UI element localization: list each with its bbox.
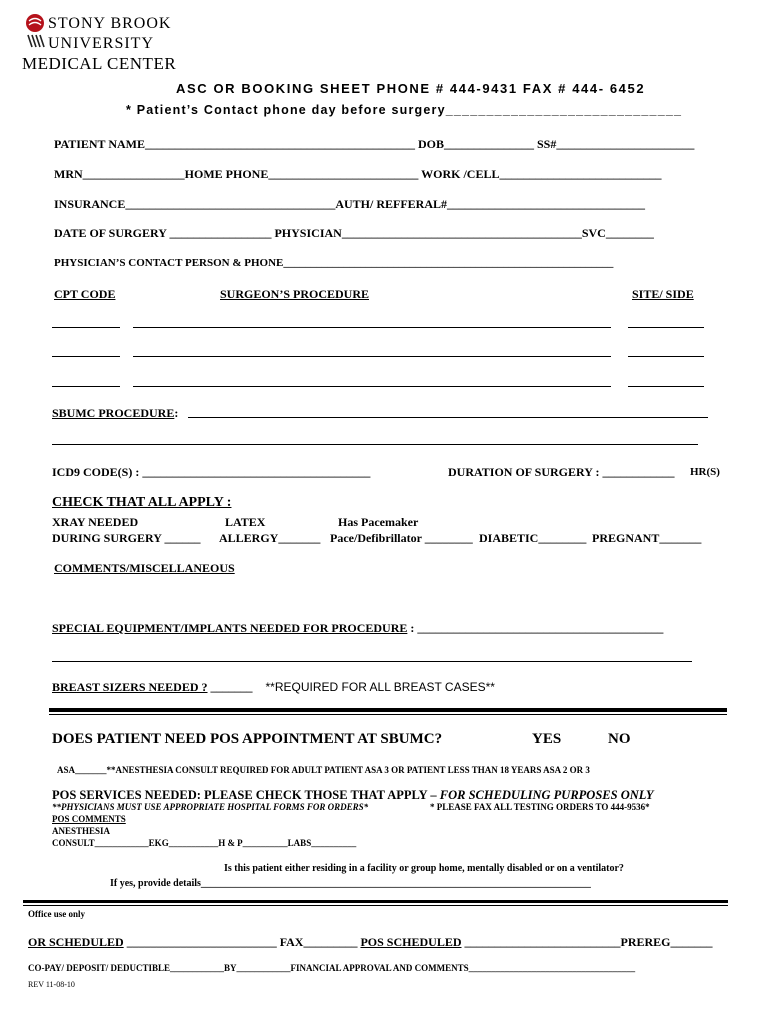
physicians-forms-note: **PHYSICIANS MUST USE APPROPRIATE HOSPITAL FORMS FOR ORDERS* <box>52 802 369 812</box>
pos-comments-label: POS COMMENTS <box>52 814 126 824</box>
diabetic-field[interactable]: DIABETIC________ <box>479 531 587 545</box>
site-side-header: SITE/ SIDE <box>632 287 694 301</box>
sbumc-procedure-colon: : <box>174 406 179 420</box>
logo <box>22 12 202 74</box>
revision-label: REV 11-08-10 <box>28 980 75 989</box>
prereg-field[interactable]: PREREG_______ <box>620 935 713 949</box>
contact-phone-line[interactable]: * Patient’s Contact phone day before surgery_____________________________ <box>126 103 683 117</box>
fax-field[interactable]: FAX_________ <box>279 935 361 949</box>
breast-sizers-row <box>52 680 495 695</box>
asa-field[interactable]: ASA_______**ANESTHESIA CONSULT REQUIRED FOR ADULT PATIENT ASA 3 OR PATIENT LESS THAN 18 YEARS ASA 2 OR 3 <box>57 765 590 775</box>
special-equipment-row <box>52 621 663 636</box>
procedure-field[interactable] <box>133 327 611 328</box>
icd9-codes-field[interactable]: ICD9 CODE(S) : ______________________________________ <box>52 465 371 479</box>
breast-sizers-field[interactable]: _______ <box>207 680 253 694</box>
site-side-field[interactable] <box>628 327 704 328</box>
pos-services-dash: – <box>427 788 440 802</box>
breast-sizers-label: BREAST SIZERS NEEDED ? <box>52 680 208 694</box>
or-scheduled-label: OR SCHEDULED <box>28 935 124 949</box>
latex-allergy-field[interactable]: ALLERGY_______ <box>219 531 321 545</box>
mrn-phone-row[interactable]: MRN_________________HOME PHONE_________________________ WORK /CELL___________________________ <box>54 167 662 181</box>
pos-no-option[interactable]: NO <box>608 731 631 747</box>
special-equipment-field[interactable]: : _________________________________________ <box>407 621 664 635</box>
breast-required-note: **REQUIRED FOR ALL BREAST CASES** <box>265 680 495 694</box>
special-equipment-field-2[interactable] <box>52 661 692 662</box>
pos-yes-option[interactable]: YES <box>532 731 562 747</box>
consult-ekg-hp-labs-row[interactable]: CONSULT____________EKG___________H & P__________LABS__________ <box>52 838 357 848</box>
provide-details-field[interactable]: If yes, provide details______________________________________________________________________________ <box>110 878 591 889</box>
pos-scheduling-note: FOR SCHEDULING PURPOSES ONLY <box>439 788 654 802</box>
anesthesia-label: ANESTHESIA <box>52 826 111 836</box>
site-side-field[interactable] <box>628 386 704 387</box>
office-use-label: Office use only <box>28 909 85 919</box>
pacemaker-field[interactable]: Pace/Defibrillator ________ <box>330 531 473 545</box>
cpt-code-field[interactable] <box>52 327 120 328</box>
cpt-code-field[interactable] <box>52 356 120 357</box>
section-divider-thin <box>49 714 727 715</box>
section-divider <box>49 708 727 712</box>
pos-services-label: POS SERVICES NEEDED: PLEASE CHECK THOSE THAT APPLY <box>52 788 428 802</box>
form-title: ASC OR BOOKING SHEET PHONE # 444-9431 FAX # 444- 6452 <box>176 81 646 96</box>
duration-field[interactable]: DURATION OF SURGERY : ____________ <box>448 465 675 479</box>
surgeon-procedure-header: SURGEON’S PROCEDURE <box>220 287 370 301</box>
comments-label: COMMENTS/MISCELLANEOUS <box>54 561 235 575</box>
check-all-title: CHECK THAT ALL APPLY : <box>52 495 232 510</box>
residing-question: Is this patient either residing in a facility or group home, mentally disabled or on a ventilator? <box>224 863 624 874</box>
sbumc-procedure-label <box>52 406 178 421</box>
physician-contact-row[interactable]: PHYSICIAN’S CONTACT PERSON & PHONE____________________________________________________________ <box>54 257 614 269</box>
special-equipment-label: SPECIAL EQUIPMENT/IMPLANTS NEEDED FOR PROCEDURE <box>52 621 408 635</box>
sbu-logo-mark-icon <box>25 13 45 53</box>
date-physician-row[interactable]: DATE OF SURGERY _________________ PHYSICIAN________________________________________SVC________ <box>54 226 654 240</box>
sbumc-procedure-field[interactable] <box>188 417 708 418</box>
cpt-code-header: CPT CODE <box>54 287 116 301</box>
procedure-field[interactable] <box>133 356 611 357</box>
logo-line-1: STONY BROOK <box>48 15 172 32</box>
latex-label: LATEX <box>225 515 266 529</box>
office-divider-thin <box>23 905 728 906</box>
pos-appointment-question: DOES PATIENT NEED POS APPOINTMENT AT SBUMC? <box>52 731 443 747</box>
xray-during-surgery-field[interactable]: DURING SURGERY ______ <box>52 531 201 545</box>
office-scheduling-row <box>28 935 713 950</box>
or-scheduled-field[interactable]: _________________________ <box>123 935 280 949</box>
fax-orders-note: * PLEASE FAX ALL TESTING ORDERS TO 444-9536* <box>430 802 650 812</box>
pos-scheduled-label: POS SCHEDULED <box>360 935 462 949</box>
cpt-code-field[interactable] <box>52 386 120 387</box>
insurance-auth-row[interactable]: INSURANCE___________________________________AUTH/ REFFERAL#_________________________________ <box>54 197 646 211</box>
hrs-label: HR(S) <box>690 466 720 478</box>
pos-scheduled-field[interactable]: __________________________ <box>461 935 621 949</box>
copay-financial-row[interactable]: CO-PAY/ DEPOSIT/ DEDUCTIBLE____________BY____________FINANCIAL APPROVAL AND COMMENTS_____________________________________ <box>28 963 636 973</box>
office-divider <box>23 900 728 903</box>
logo-line-3: MEDICAL CENTER <box>22 54 177 73</box>
logo-line-2: UNIVERSITY <box>48 35 154 52</box>
procedure-field[interactable] <box>133 386 611 387</box>
pacemaker-label: Has Pacemaker <box>338 515 419 529</box>
patient-name-dob-ss-row[interactable]: PATIENT NAME_____________________________________________ DOB_______________ SS#_______________________ <box>54 137 695 151</box>
sbumc-procedure-text: SBUMC PROCEDURE <box>52 406 175 420</box>
site-side-field[interactable] <box>628 356 704 357</box>
xray-needed-label: XRAY NEEDED <box>52 515 139 529</box>
pos-services-title <box>52 788 654 803</box>
sbumc-procedure-field-2[interactable] <box>52 444 698 445</box>
pregnant-field[interactable]: PREGNANT_______ <box>592 531 702 545</box>
